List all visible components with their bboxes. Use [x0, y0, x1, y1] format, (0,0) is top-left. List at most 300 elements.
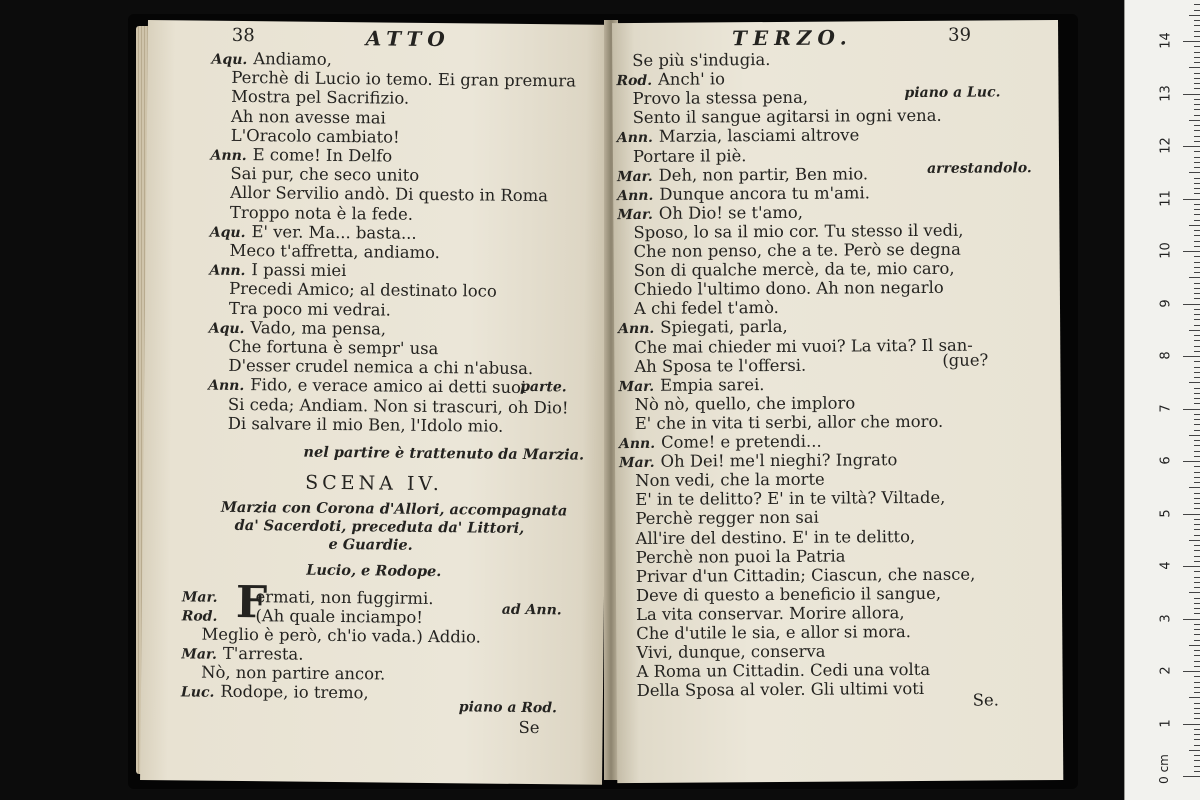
aside-piano-a-rod: piano a Rod. — [458, 699, 558, 717]
ruler-tick — [1194, 99, 1200, 100]
verse-text: Son di qualche mercè, da te, mio caro, — [633, 258, 955, 281]
ruler-tick — [1183, 94, 1200, 95]
verse-text: Vivi, dunque, conserva — [636, 641, 826, 663]
ruler-tick — [1194, 309, 1200, 310]
ruler-tick — [1194, 424, 1200, 425]
ruler-tick — [1194, 25, 1200, 26]
ruler-tick — [1194, 62, 1200, 63]
ruler-tick — [1194, 403, 1200, 404]
speaker-label: Rod. — [181, 608, 218, 625]
ruler-tick — [1194, 692, 1200, 693]
verse-line — [636, 546, 846, 566]
ruler-tick — [1194, 340, 1200, 341]
ruler-tick — [1194, 193, 1200, 194]
ruler-tick — [1194, 771, 1200, 772]
verse-text: Spiegati, parla, — [660, 317, 788, 338]
ruler-tick — [1194, 46, 1200, 47]
ruler-tick — [1194, 20, 1200, 21]
ruler-tick — [1194, 587, 1200, 588]
ruler-tick — [1194, 31, 1200, 32]
ruler-tick — [1194, 167, 1200, 168]
ruler-tick — [1189, 540, 1200, 541]
ruler-tick — [1194, 766, 1200, 767]
left-page — [140, 20, 610, 785]
ruler-tick — [1194, 482, 1200, 483]
ruler-tick — [1194, 550, 1200, 551]
ruler-tick — [1189, 435, 1200, 436]
ruler-tick — [1194, 325, 1200, 326]
verse-text: Ah non avesse mai — [230, 106, 386, 128]
ruler-tick — [1183, 304, 1200, 305]
speaker-label: Mar. — [618, 378, 655, 395]
speaker-label: Ann. — [618, 321, 655, 338]
verse-text: Come! e pretendi... — [660, 431, 822, 452]
verse-line — [636, 603, 905, 624]
ruler-number: 9 — [1158, 298, 1174, 308]
verse-text: Troppo nota è la fede. — [229, 202, 414, 224]
verse-text: D'esser crudel nemica a chi n'abusa. — [228, 356, 534, 379]
catchword: Se — [518, 717, 540, 738]
ruler-number: 4 — [1158, 561, 1174, 570]
ruler-tick — [1194, 703, 1200, 704]
verse-text: Oh Dio! se t'amo, — [658, 202, 804, 223]
ruler-tick — [1194, 545, 1200, 546]
ruler-tick — [1183, 461, 1200, 462]
verse-text: Nò nò, quello, che imploro — [634, 393, 856, 414]
verse-line — [636, 584, 941, 605]
verse-line — [636, 622, 911, 643]
ruler-tick — [1194, 10, 1200, 11]
ruler-tick — [1183, 514, 1200, 515]
ruler-tick — [1183, 619, 1200, 620]
ruler-tick — [1194, 498, 1200, 499]
verse-text: Marzia, lasciami altrove — [658, 125, 860, 147]
ruler-tick — [1194, 256, 1200, 257]
ruler-tick — [1194, 162, 1200, 163]
speaker-label: Mar. — [181, 589, 218, 606]
ruler-number: 1 — [1158, 718, 1174, 728]
verse-line — [632, 50, 770, 70]
ruler-tick — [1194, 624, 1200, 625]
verse-text: Non vedi, che la morte — [635, 469, 825, 491]
verse-line — [634, 335, 973, 356]
verse-text: Empia sarei. — [660, 374, 765, 395]
ruler-tick — [1189, 592, 1200, 593]
speaker-label: Aqu. — [211, 51, 248, 69]
ruler-tick — [1194, 634, 1200, 635]
verse-text: Che mai chieder mi vuoi? La vita? Il san- — [634, 335, 973, 357]
ruler-tick — [1194, 603, 1200, 604]
left-page-number: 38 — [231, 24, 255, 47]
verse-line — [231, 126, 400, 147]
ruler-tick — [1189, 172, 1200, 173]
ruler-tick — [1194, 178, 1200, 179]
ruler-tick — [1194, 676, 1200, 677]
verse-text: Dunque ancora tu m'ami. — [659, 183, 870, 204]
ruler-tick — [1183, 671, 1200, 672]
ruler-tick — [1194, 151, 1200, 152]
ruler-tick — [1189, 645, 1200, 646]
ruler-tick — [1194, 571, 1200, 572]
verse-line — [231, 106, 386, 127]
speaker-label: Mar. — [617, 206, 653, 223]
ruler-number: 8 — [1158, 351, 1174, 360]
verse-text: Rodope, io tremo, — [220, 681, 369, 703]
ruler-tick — [1194, 440, 1200, 441]
ruler-tick — [1194, 130, 1200, 131]
verse-text: Si ceda; Andiam. Non si trascuri, oh Dio! — [227, 394, 569, 418]
scene-description-line-3: e Guardie. — [328, 535, 413, 554]
verse-text: Precedi Amico; al destinato loco — [229, 279, 497, 302]
ruler-tick — [1194, 655, 1200, 656]
ruler-number: 6 — [1158, 456, 1174, 465]
ruler-number: 5 — [1158, 508, 1174, 518]
scene-characters: Lucio, e Rodope. — [306, 561, 442, 581]
ruler-tick — [1194, 377, 1200, 378]
verse-line — [633, 106, 942, 127]
verse-line — [634, 355, 806, 375]
verse-text: Vado, ma pensa, — [250, 317, 387, 339]
right-page-number: 39 — [948, 24, 972, 46]
ruler-tick — [1194, 535, 1200, 536]
ruler-tick — [1194, 188, 1200, 189]
ruler-tick — [1194, 445, 1200, 446]
ruler-unit-label: 0 cm — [1157, 754, 1172, 784]
ruler-tick — [1194, 57, 1200, 58]
verse-text: Tra poco mi vedrai. — [228, 298, 391, 320]
ruler-tick — [1183, 199, 1200, 200]
verse-text: Perchè regger non sai — [635, 508, 819, 529]
verse-text: Della Sposa al voler. Gli ultimi voti — [636, 679, 925, 701]
verse-text: Meco t'affretta, andiamo. — [229, 240, 441, 263]
aside-piano-a-luc: piano a Luc. — [904, 84, 1001, 102]
ruler-tick — [1189, 750, 1200, 751]
ruler-tick — [1183, 146, 1200, 147]
ruler-tick — [1189, 120, 1200, 121]
verse-line — [635, 393, 856, 414]
verse-line — [634, 240, 961, 261]
ruler-tick — [1194, 556, 1200, 557]
speaker-label: Ann. — [617, 187, 654, 204]
ruler-number: 2 — [1158, 666, 1174, 675]
verse-text: Chiedo l'ultimo dono. Ah non negarlo — [633, 277, 944, 300]
ruler-number: 11 — [1158, 189, 1174, 207]
verse-line — [636, 564, 976, 585]
ruler-tick — [1194, 83, 1200, 84]
ruler-tick — [1194, 88, 1200, 89]
verse-text: Privar d'un Cittadin; Ciascun, che nasce, — [635, 564, 976, 586]
ruler-tick — [1194, 183, 1200, 184]
ruler-tick — [1194, 52, 1200, 53]
ruler-tick — [1194, 209, 1200, 210]
verse-line — [634, 259, 955, 280]
verse-text: Che non penso, che a te. Però se degna — [633, 239, 961, 261]
verse-text: Meglio è però, ch'io vada.) Addio. — [201, 624, 481, 647]
aside-gue: (gue? — [942, 350, 989, 370]
verse-text: Di salvare il mio Ben, l'Idolo mio. — [227, 413, 504, 436]
verse-line — [634, 298, 779, 318]
verse-line — [636, 642, 825, 662]
ruler-tick — [1194, 524, 1200, 525]
right-page — [612, 20, 1063, 783]
verse-text: Fido, e verace amico ai detti suoi — [250, 375, 527, 398]
verse-text: Mostra pel Sacrifizio. — [231, 87, 410, 109]
ruler-tick — [1194, 288, 1200, 289]
ruler-tick — [1189, 15, 1200, 16]
ruler-tick — [1194, 241, 1200, 242]
ruler-tick — [1194, 582, 1200, 583]
ruler-tick — [1194, 73, 1200, 74]
ruler-tick — [1183, 356, 1200, 357]
ruler-tick — [1194, 246, 1200, 247]
verse-text: Che fortuna è sempr' usa — [228, 336, 439, 359]
verse-text: E' in te delitto? E' in te viltà? Viltade, — [635, 488, 946, 510]
speaker-label: Aqu. — [208, 320, 245, 337]
verse-text: T'arresta. — [222, 643, 304, 664]
ruler-tick — [1194, 393, 1200, 394]
verse-text: Perchè di Lucio io temo. Ei gran premura — [231, 68, 577, 91]
ruler-tick — [1194, 398, 1200, 399]
ruler-tick — [1194, 293, 1200, 294]
verse-line — [634, 278, 944, 299]
ruler-number: 10 — [1158, 242, 1174, 259]
ruler-number: 14 — [1158, 32, 1174, 49]
verse-text: Sai pur, che seco unito — [230, 164, 420, 186]
verse-line — [230, 164, 419, 185]
speaker-label: Ann. — [618, 435, 656, 453]
ruler-tick — [1194, 262, 1200, 263]
ruler-tick — [1194, 157, 1200, 158]
verse-line — [201, 663, 385, 684]
verse-line — [633, 146, 747, 166]
ruler-tick — [1194, 472, 1200, 473]
ruler-tick — [1189, 225, 1200, 226]
verse-line — [636, 660, 930, 681]
right-running-head — [612, 22, 1058, 53]
speaker-label: Ann. — [208, 378, 245, 395]
speaker-label: Ann. — [616, 130, 653, 147]
verse-text: A chi fedel t'amò. — [633, 298, 779, 319]
ruler-tick — [1194, 230, 1200, 231]
ruler-tick — [1194, 745, 1200, 746]
ruler-tick — [1194, 115, 1200, 116]
scene-title: SCENA IV. — [305, 471, 444, 496]
ruler-tick — [1194, 109, 1200, 110]
ruler-tick — [1194, 319, 1200, 320]
ruler-tick — [1189, 487, 1200, 488]
ruler-tick — [1194, 503, 1200, 504]
ruler-tick — [1183, 409, 1200, 410]
ruler-tick — [1194, 204, 1200, 205]
ruler-tick — [1194, 283, 1200, 284]
verse-text: Sposo, lo sa il mio cor. Tu stesso il vedi, — [633, 220, 964, 242]
ruler-tick — [1194, 414, 1200, 415]
verse-line — [633, 221, 963, 242]
verse-text: ermati, non fuggirmi. — [255, 587, 434, 609]
ruler-tick — [1194, 529, 1200, 530]
ruler-tick — [1194, 734, 1200, 735]
speaker-label: Ann. — [209, 262, 246, 280]
ruler-tick — [1189, 330, 1200, 331]
ruler-tick — [1194, 456, 1200, 457]
verse-text: (Ah quale inciampo! — [255, 606, 423, 627]
ruler-tick — [1194, 713, 1200, 714]
verse-line — [635, 470, 825, 490]
ruler-tick — [1194, 388, 1200, 389]
ruler-tick — [1194, 214, 1200, 215]
speaker-label: Mar. — [181, 646, 217, 663]
ruler-tick — [1194, 451, 1200, 452]
ruler-tick — [1194, 650, 1200, 651]
verse-text: La vita conservar. Morire allora, — [636, 602, 905, 624]
verse-text: Deh, non partir, Ben mio. — [658, 163, 869, 185]
verse-text: Ah Sposa te l'offersi. — [634, 355, 807, 376]
verse-line — [228, 337, 438, 358]
verse-text: E' che in vita ti serbi, allor che moro. — [634, 411, 944, 433]
ruler-tick — [1194, 598, 1200, 599]
ruler-tick — [1194, 718, 1200, 719]
ruler-tick — [1194, 430, 1200, 431]
ruler-tick — [1194, 640, 1200, 641]
right-head-word: TERZO. — [732, 25, 853, 51]
verse-text: Perchè non puoi la Patria — [635, 546, 846, 567]
verse-text: Anch' io — [657, 69, 726, 89]
verse-text: Sento il sangue agitarsi in ogni vena. — [632, 106, 942, 128]
ruler-tick — [1194, 272, 1200, 273]
verse-text: Oh Dei! me'l nieghi? Ingrato — [660, 450, 898, 471]
ruler-tick — [1194, 666, 1200, 667]
verse-line — [229, 241, 440, 262]
left-head-word: ATTO — [365, 26, 451, 52]
aside-ad-ann: ad Ann. — [501, 601, 562, 619]
ruler-tick — [1194, 141, 1200, 142]
verse-text: Deve di questo a beneficio il sangue, — [635, 583, 942, 605]
ruler-tick — [1194, 220, 1200, 221]
ruler-tick — [1194, 608, 1200, 609]
scene-description-line-1: Marzia con Corona d'Allori, accompagnata — [220, 498, 568, 520]
ruler-tick — [1194, 314, 1200, 315]
verse-text: All'ire del destino. E' in te delitto, — [635, 526, 916, 548]
ruler-tick — [1183, 251, 1200, 252]
ruler-tick — [1194, 508, 1200, 509]
ruler-tick — [1194, 661, 1200, 662]
ruler-tick — [1194, 687, 1200, 688]
verse-text: Provo la stessa pena, — [632, 87, 809, 109]
verse-line — [635, 412, 944, 433]
verse-text: Portare il piè. — [632, 145, 747, 166]
ruler-tick — [1194, 682, 1200, 683]
ruler-tick — [1189, 67, 1200, 68]
ruler-tick — [1189, 697, 1200, 698]
ruler-tick — [1194, 760, 1200, 761]
stage-direction: nel partire è trattenuto da Marzia. — [303, 443, 585, 464]
verse-text: Allor Servilio andò. Di questo in Roma — [230, 183, 549, 206]
ruler-tick — [1194, 613, 1200, 614]
ruler-tick — [1194, 335, 1200, 336]
speaker-label: Ann. — [210, 147, 247, 165]
ruler-tick — [1194, 629, 1200, 630]
speaker-label: Mar. — [617, 168, 653, 185]
ruler-tick — [1194, 78, 1200, 79]
ruler-tick — [1194, 104, 1200, 105]
ruler-tick — [1194, 361, 1200, 362]
verse-line — [632, 88, 808, 108]
ruler-tick — [1194, 477, 1200, 478]
ruler-tick — [1194, 561, 1200, 562]
ruler-tick — [1194, 577, 1200, 578]
verse-text: Nò, non partire ancor. — [201, 662, 386, 684]
speaker-label: Mar. — [619, 454, 655, 472]
verse-text: E' ver. Ma... basta... — [251, 221, 417, 243]
ruler-tick — [1189, 277, 1200, 278]
ruler-tick — [1194, 708, 1200, 709]
ruler-tick — [1194, 351, 1200, 352]
exit-direction: parte. — [520, 378, 567, 396]
verse-line — [229, 298, 391, 319]
speaker-label: Luc. — [180, 684, 215, 701]
ruler-tick — [1194, 346, 1200, 347]
ruler-tick — [1194, 298, 1200, 299]
verse-line — [228, 414, 504, 436]
dropcap-letter: F — [235, 576, 268, 629]
verse-text: L'Oracolo cambiato! — [230, 125, 400, 147]
verse-line — [637, 679, 925, 700]
ruler-number: 3 — [1158, 613, 1174, 623]
ruler-tick — [1194, 235, 1200, 236]
verse-text: I passi miei — [251, 260, 347, 281]
ruler-tick — [1194, 729, 1200, 730]
ruler-tick — [1194, 493, 1200, 494]
measurement-ruler — [1124, 0, 1200, 800]
ruler-tick — [1194, 419, 1200, 420]
scene-description-line-2: da' Sacerdoti, preceduta da' Littori, — [234, 516, 525, 537]
ruler-tick — [1183, 566, 1200, 567]
verse-line — [635, 508, 818, 528]
ruler-number: 12 — [1158, 137, 1174, 154]
ruler-tick — [1189, 382, 1200, 383]
ruler-tick — [1194, 372, 1200, 373]
verse-line — [231, 87, 409, 108]
ruler-tick — [1194, 4, 1200, 5]
ruler-tick — [1194, 267, 1200, 268]
verse-text: Andiamo, — [253, 49, 332, 69]
verse-line — [230, 202, 413, 223]
ruler-tick — [1194, 125, 1200, 126]
verse-text: A Roma un Cittadin. Cedi una volta — [636, 660, 931, 682]
verse-text: E come! In Delfo — [252, 145, 393, 166]
catchword-right: Se. — [972, 690, 999, 710]
ruler-tick — [1183, 776, 1200, 777]
verse-text: Che d'utile le sia, e allor si mora. — [636, 622, 912, 643]
speaker-label: Rod. — [616, 72, 653, 90]
ruler-tick — [1194, 755, 1200, 756]
ruler-number: 13 — [1158, 84, 1174, 102]
ruler-tick — [1183, 724, 1200, 725]
verse-line — [636, 527, 916, 548]
ruler-tick — [1194, 36, 1200, 37]
ruler-tick — [1194, 466, 1200, 467]
aside-arrestandolo: arrestandolo. — [926, 160, 1032, 177]
ruler-number: 7 — [1158, 403, 1174, 413]
ruler-tick — [1194, 367, 1200, 368]
verse-line — [229, 279, 497, 301]
verse-line — [181, 681, 369, 704]
ruler-tick — [1183, 41, 1200, 42]
ruler-tick — [1194, 519, 1200, 520]
verse-line — [635, 488, 945, 509]
speaker-label: Aqu. — [209, 224, 246, 241]
ruler-tick — [1194, 136, 1200, 137]
